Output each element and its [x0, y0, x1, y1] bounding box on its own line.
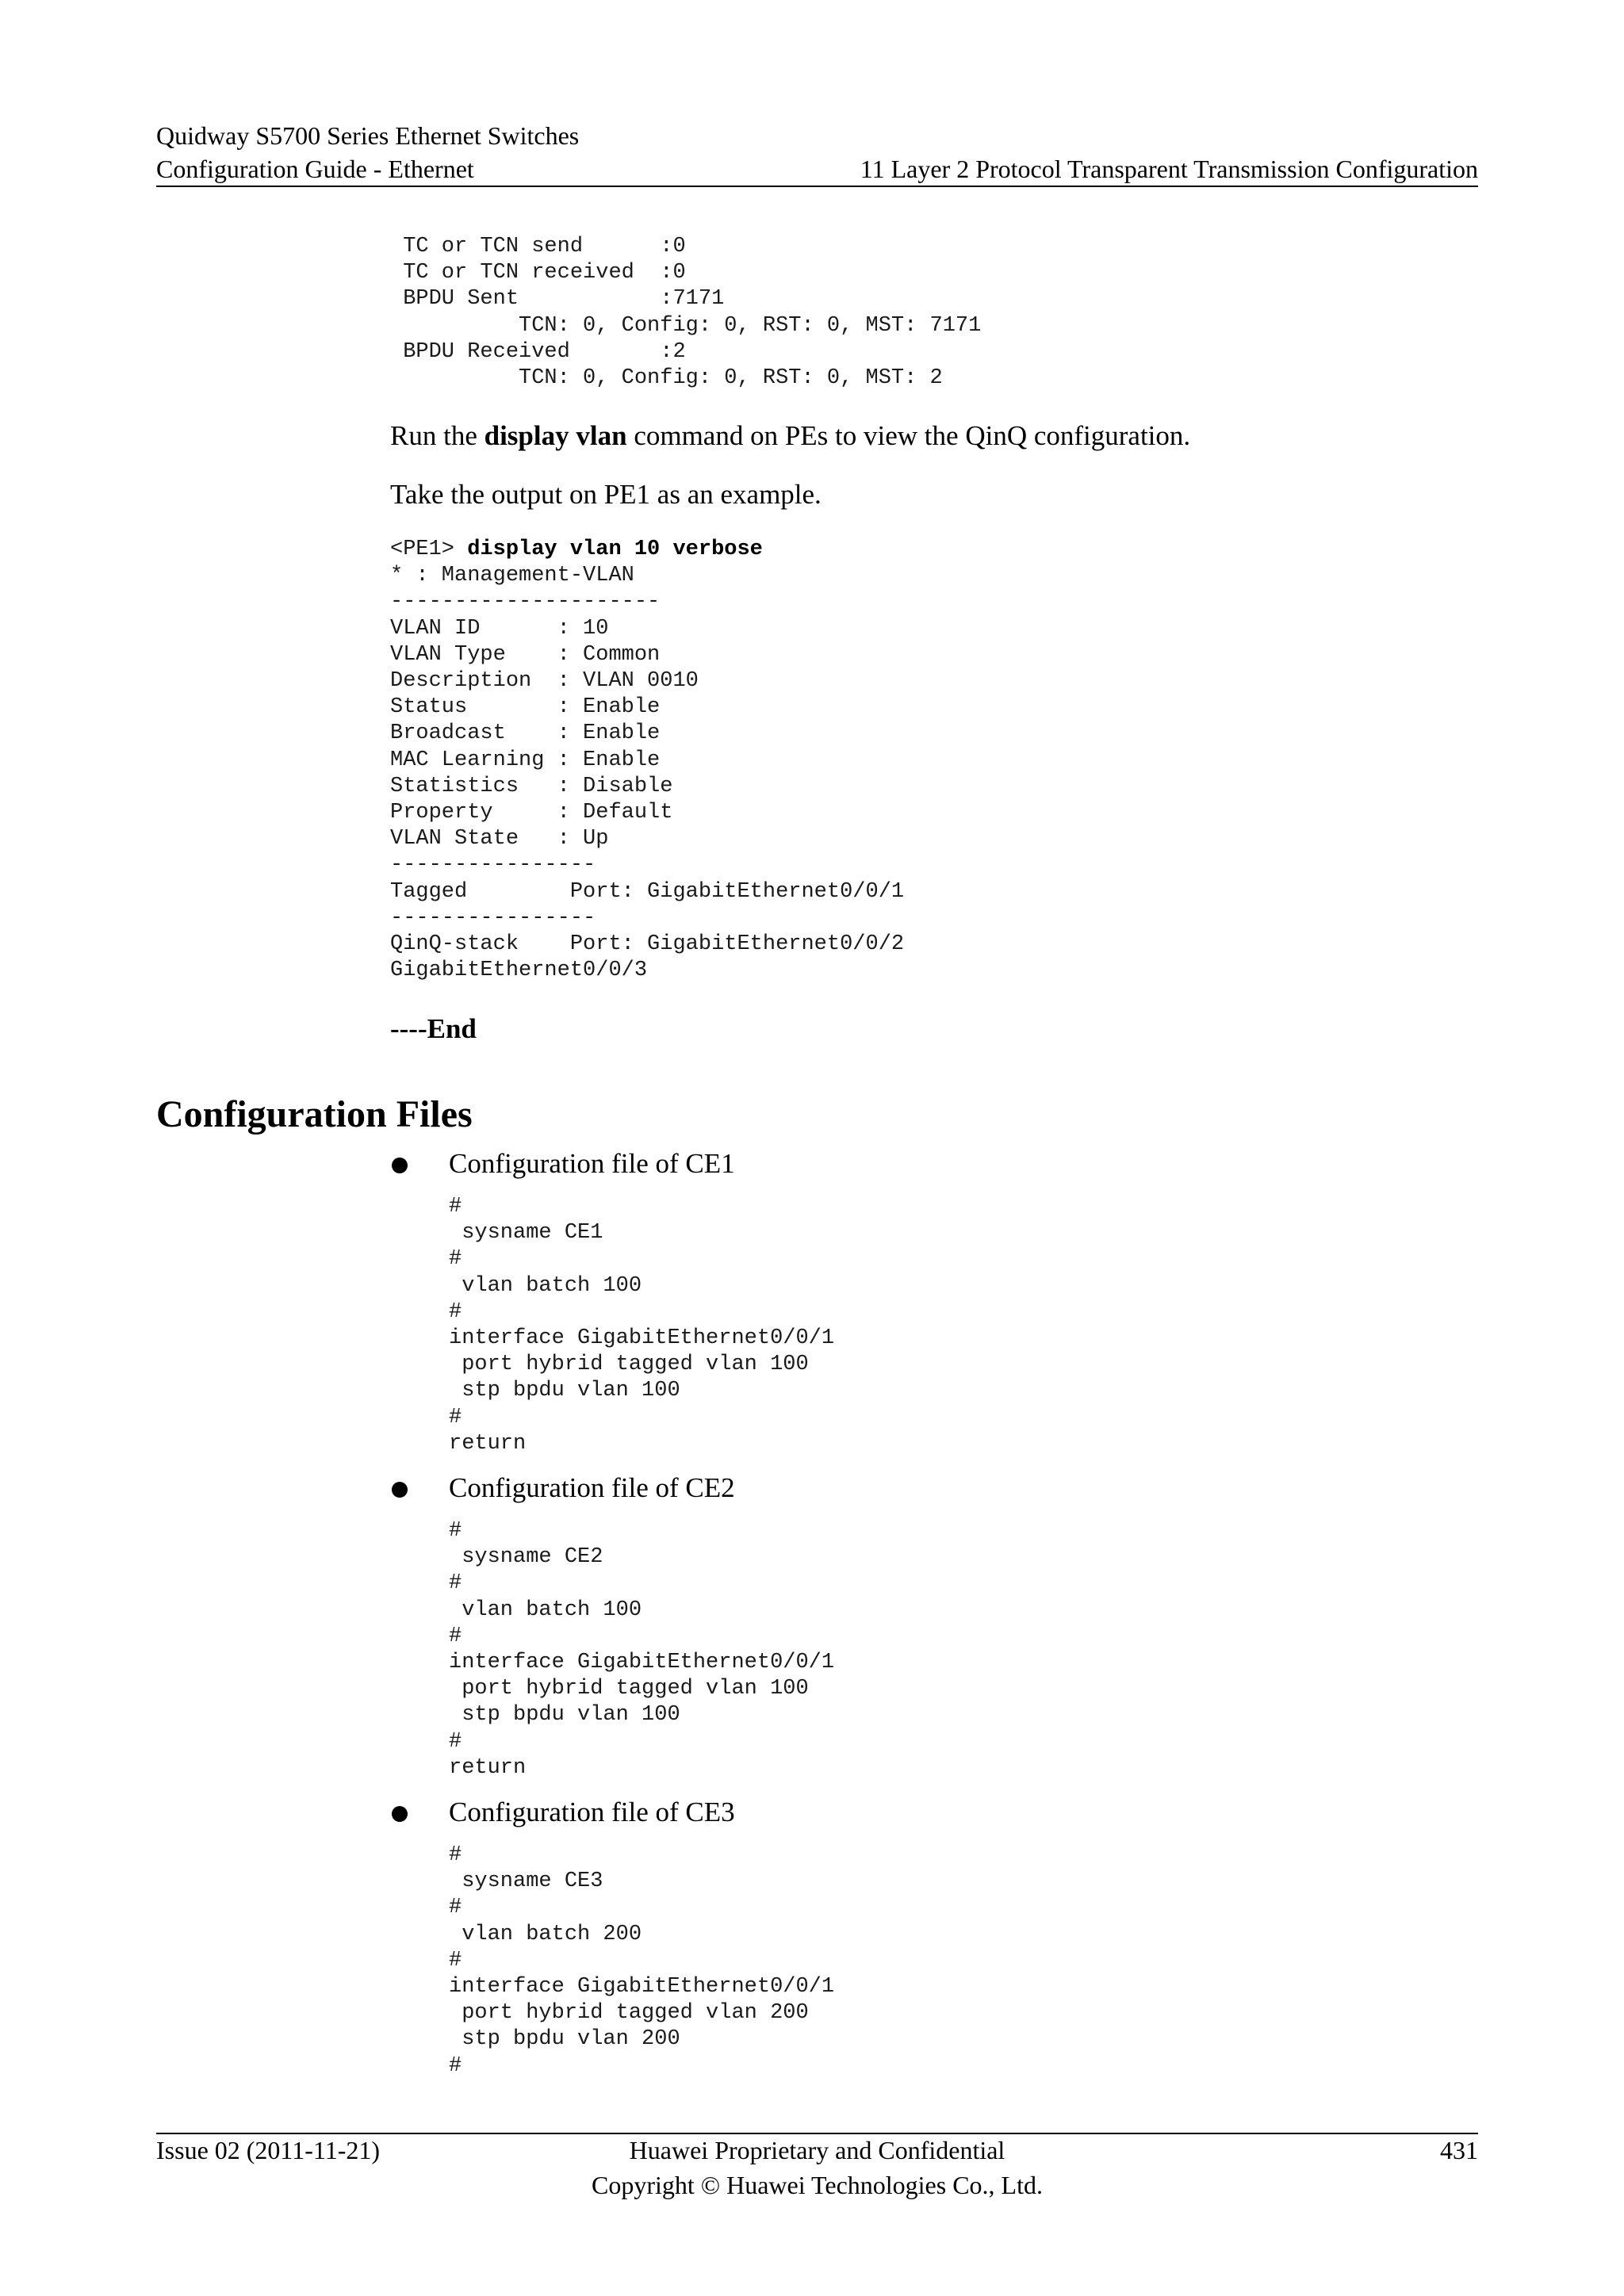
code-line: port hybrid tagged vlan 200	[449, 2001, 809, 2026]
config-file-title-ce1: Configuration file of CE1	[449, 1148, 735, 1179]
code-line: ----------------	[390, 853, 596, 878]
code-line: TCN: 0, Config: 0, RST: 0, MST: 2	[390, 366, 943, 391]
code-line: #	[449, 1729, 462, 1754]
code-line: stp bpdu vlan 200	[449, 2027, 680, 2052]
paragraph-take-output: Take the output on PE1 as an example.	[390, 479, 822, 510]
code-line: #	[449, 1843, 462, 1867]
config-file-ce2	[449, 1518, 834, 1781]
page-header	[156, 119, 1478, 186]
config-file-ce1	[449, 1194, 834, 1457]
stp-output-block	[390, 234, 981, 392]
code-line: sysname CE2	[449, 1545, 603, 1570]
code-line: VLAN State : Up	[390, 827, 609, 851]
code-line: return	[449, 1431, 527, 1456]
code-line: stp bpdu vlan 100	[449, 1379, 680, 1403]
code-line: BPDU Received :2	[390, 339, 686, 364]
code-line: interface GigabitEthernet0/0/1	[449, 1651, 835, 1675]
code-line: #	[449, 1896, 462, 1920]
code-line: VLAN Type : Common	[390, 642, 661, 667]
footer-copyright: Copyright © Huawei Technologies Co., Ltd.	[592, 2171, 1043, 2199]
command-name: display vlan	[484, 420, 627, 451]
code-line: Tagged Port: GigabitEthernet0/0/1	[390, 879, 905, 904]
header-product: Quidway S5700 Series Ethernet Switches	[156, 121, 580, 150]
bullet-icon	[392, 1158, 408, 1173]
vlan-output-block	[390, 537, 904, 984]
code-line: Statistics : Disable	[390, 774, 673, 798]
section-title: Configuration Files	[156, 1093, 473, 1135]
code-line: #	[449, 1299, 462, 1324]
code-line: #	[449, 2053, 462, 2078]
code-line: vlan batch 100	[449, 1598, 642, 1622]
code-line: QinQ-stack Port: GigabitEthernet0/0/2	[390, 932, 905, 957]
code-line: Broadcast : Enable	[390, 721, 661, 746]
code-line: GigabitEthernet0/0/3	[390, 959, 648, 983]
code-line: vlan batch 200	[449, 1922, 642, 1946]
code-line: #	[449, 1195, 462, 1219]
code-line: Property : Default	[390, 801, 673, 825]
code-line: vlan batch 100	[449, 1273, 642, 1298]
code-line: #	[449, 1519, 462, 1543]
bullet-icon	[392, 1806, 408, 1822]
code-line: sysname CE1	[449, 1221, 603, 1246]
code-line: ---------------------	[390, 590, 661, 614]
end-marker: ----End	[390, 1013, 477, 1044]
code-line: port hybrid tagged vlan 100	[449, 1353, 809, 1377]
footer-issue: Issue 02 (2011-11-21)	[156, 2136, 381, 2164]
code-line: #	[449, 1948, 462, 1973]
code-line: MAC Learning : Enable	[390, 748, 661, 772]
code-line: interface GigabitEthernet0/0/1	[449, 1326, 835, 1351]
code-line: #	[449, 1571, 462, 1596]
header-guide: Configuration Guide - Ethernet	[156, 155, 474, 183]
config-file-title-ce2: Configuration file of CE2	[449, 1472, 735, 1503]
paragraph-run-command	[390, 419, 1190, 453]
code-line: TCN: 0, Config: 0, RST: 0, MST: 7171	[390, 313, 982, 338]
config-file-title-ce3: Configuration file of CE3	[449, 1797, 735, 1827]
code-line: return	[449, 1755, 527, 1780]
code-line: interface GigabitEthernet0/0/1	[449, 1975, 835, 1999]
code-line: TC or TCN received :0	[390, 261, 686, 285]
code-line: port hybrid tagged vlan 100	[449, 1677, 809, 1701]
code-line: BPDU Sent :7171	[390, 287, 725, 312]
page-number: 431	[1440, 2136, 1478, 2164]
code-line: * : Management-VLAN	[390, 564, 634, 588]
header-row	[156, 152, 1478, 186]
code-line: stp bpdu vlan 100	[449, 1703, 680, 1728]
code-line: Status : Enable	[390, 695, 661, 720]
cli-prompt: <PE1>	[390, 538, 468, 561]
code-line: ----------------	[390, 905, 596, 930]
code-line: sysname CE3	[449, 1869, 603, 1894]
header-rule	[156, 186, 1478, 187]
code-line: VLAN ID : 10	[390, 616, 609, 641]
code-line: Description : VLAN 0010	[390, 669, 699, 694]
header-chapter: 11 Layer 2 Protocol Transparent Transmission Configuration	[860, 155, 1478, 183]
code-line: #	[449, 1247, 462, 1272]
footer-center	[156, 2133, 1478, 2202]
bullet-icon	[392, 1482, 408, 1498]
code-line: TC or TCN send :0	[390, 235, 686, 258]
code-line: #	[449, 1624, 462, 1648]
cli-command: display vlan 10 verbose	[467, 538, 763, 561]
para-suffix: command on PEs to view the QinQ configuration.	[626, 420, 1191, 451]
para-prefix: Run the	[390, 420, 485, 451]
code-line: #	[449, 1405, 462, 1429]
config-file-ce3	[449, 1843, 834, 2080]
footer-confidential: Huawei Proprietary and Confidential	[629, 2136, 1005, 2164]
